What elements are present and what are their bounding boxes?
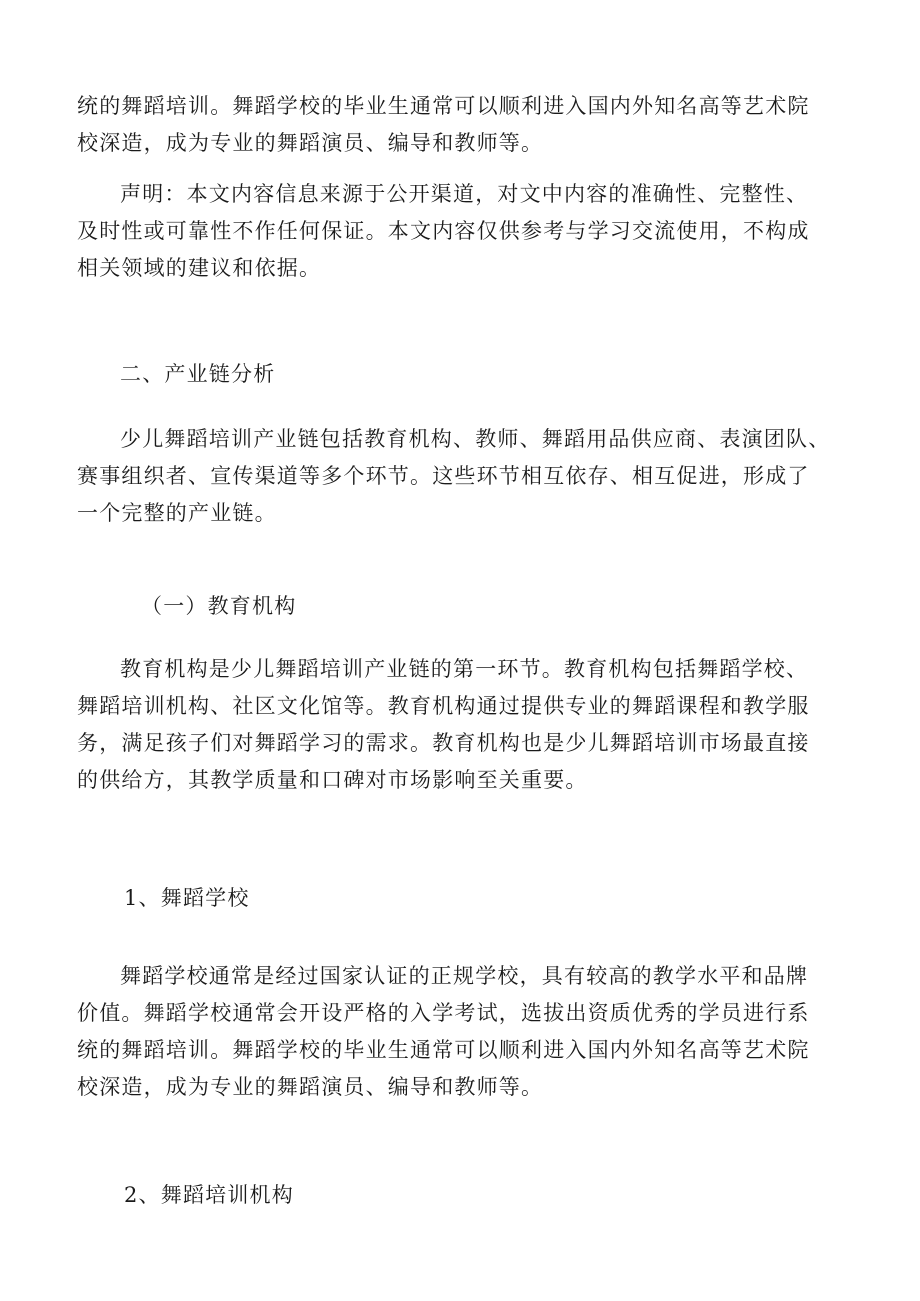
text-line: 声明：本文内容信息来源于公开渠道，对文中内容的准确性、完整性、: [120, 182, 809, 206]
text-line: 校深造，成为专业的舞蹈演员、编导和教师等。: [77, 131, 544, 155]
text-line: 统的舞蹈培训。舞蹈学校的毕业生通常可以顺利进入国内外知名高等艺术院: [77, 1038, 810, 1062]
education-paragraph: [77, 651, 857, 799]
text-line: 校深造，成为专业的舞蹈演员、编导和教师等。: [77, 1075, 544, 1099]
text-line: 相关领域的建议和依据。: [77, 256, 322, 280]
item-heading: 2、舞蹈培训机构: [124, 1183, 294, 1207]
industry-chain-paragraph: [77, 421, 857, 532]
text-line: 价值。舞蹈学校通常会开设严格的入学考试，选拔出资质优秀的学员进行系: [77, 1001, 810, 1025]
text-line: 教育机构是少儿舞蹈培训产业链的第一环节。教育机构包括舞蹈学校、: [120, 657, 809, 681]
paragraph-continuation: [77, 88, 857, 162]
section-heading: 二、产业链分析: [120, 362, 276, 386]
text-line: 及时性或可靠性不作任何保证。本文内容仅供参考与学习交流使用，不构成: [77, 219, 810, 243]
text-line: 舞蹈学校通常是经过国家认证的正规学校，具有较高的教学水平和品牌: [120, 964, 809, 988]
text-line: 务，满足孩子们对舞蹈学习的需求。教育机构也是少儿舞蹈培训市场最直接: [77, 731, 810, 755]
text-line: 的供给方，其教学质量和口碑对市场影响至关重要。: [77, 768, 588, 792]
item-heading: 1、舞蹈学校: [124, 886, 250, 910]
text-line: 统的舞蹈培训。舞蹈学校的毕业生通常可以顺利进入国内外知名高等艺术院: [77, 94, 810, 118]
disclaimer-paragraph: [77, 176, 857, 287]
dance-school-paragraph: [77, 958, 857, 1106]
text-line: 舞蹈培训机构、社区文化馆等。教育机构通过提供专业的舞蹈课程和教学服: [77, 694, 810, 718]
text-line: 少儿舞蹈培训产业链包括教育机构、教师、舞蹈用品供应商、表演团队、: [120, 427, 831, 451]
text-line: 赛事组织者、宣传渠道等多个环节。这些环节相互依存、相互促进，形成了: [77, 464, 810, 488]
subsection-heading: （一）教育机构: [141, 594, 297, 618]
text-line: 一个完整的产业链。: [77, 501, 277, 525]
